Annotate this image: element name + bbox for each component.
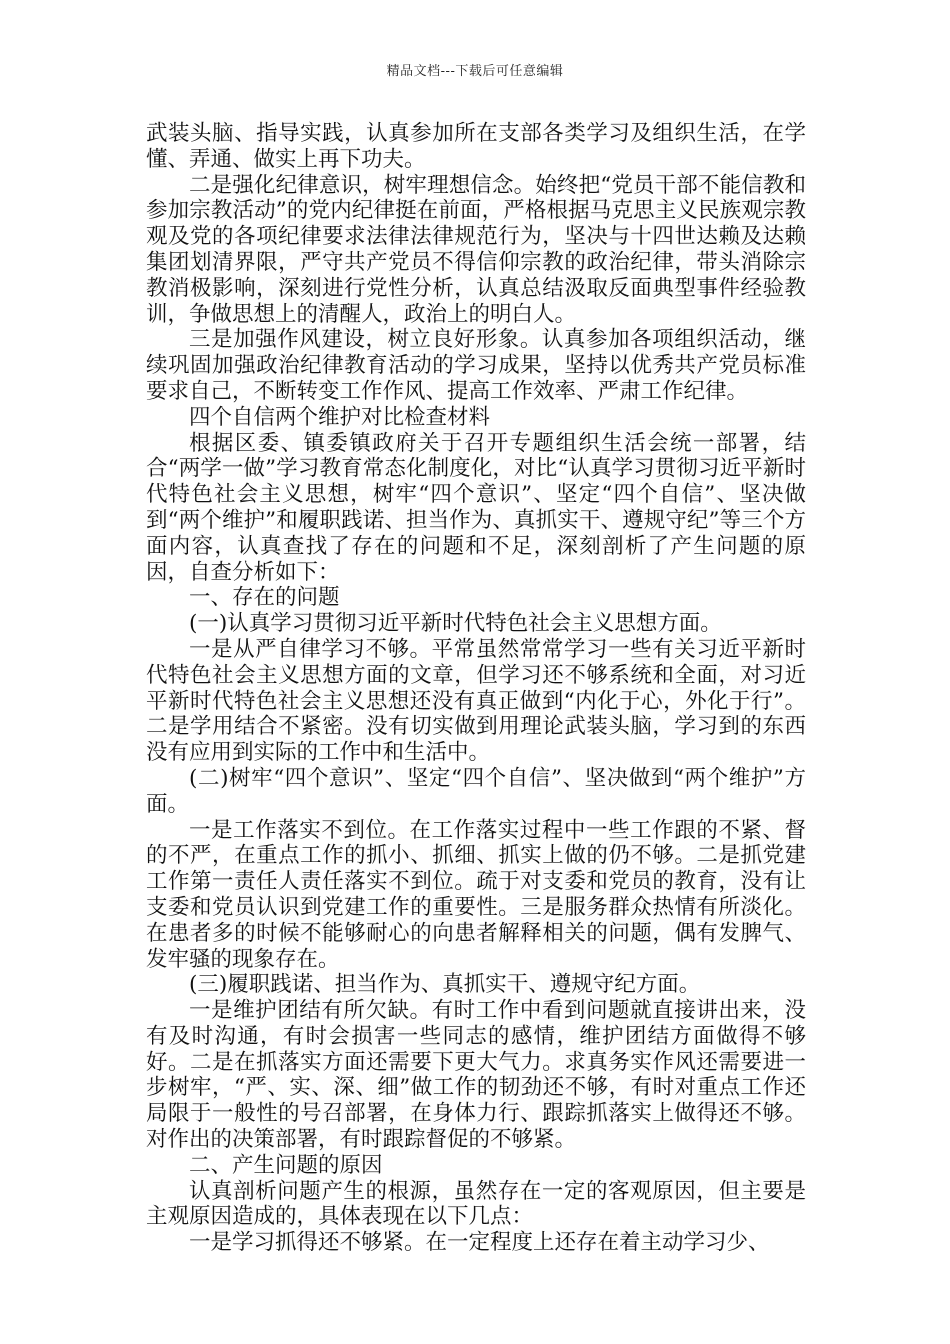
subsection-heading: (二)树牢“四个意识”、坚定“四个自信”、坚决做到“两个维护”方面。 [146, 765, 806, 817]
paragraph: 一是维护团结有所欠缺。有时工作中看到问题就直接讲出来，没有及时沟通，有时会损害一些同志的感情，维护团结方面做得不够好。二是在抓落实方面还需要下更大气力。求真务实作风还需要进一步树牢，“严、实、深、细”做工作的韧劲还不够，有时对重点工作还局限于一般性的号召部署，在身体力行、跟踪抓落实上做得还不够。对作出的决策部署，有时跟踪督促的不够紧。 [146, 998, 806, 1153]
paragraph: 三是加强作风建设，树立良好形象。认真参加各项组织活动，继续巩固加强政治纪律教育活动的学习成果，坚持以优秀共产党员标准要求自己，不断转变工作作风、提高工作效率、严肃工作纪律。 [146, 327, 806, 404]
paragraph: 武装头脑、指导实践，认真参加所在支部各类学习及组织生活，在学懂、弄通、做实上再下功夫。 [146, 121, 806, 172]
subsection-heading: (一)认真学习贯彻习近平新时代特色社会主义思想方面。 [189, 611, 722, 637]
paragraph: 根据区委、镇委镇政府关于召开专题组织生活会统一部署，结合“两学一做”学习教育常态化制度化，对比“认真学习贯彻习近平新时代特色社会主义思想，树牢“四个意识”、坚定“四个自信”、坚决做到“两个维护”和履职践诺、担当作为、真抓实干、遵规守纪”等三个方面内容，认真查找了存在的问题和不足，深刻剖析了产生问题的原因，自查分析如下： [146, 430, 806, 585]
paragraph: 二是强化纪律意识，树牢理想信念。始终把“党员干部不能信教和参加宗教活动”的党内纪律挺在前面，严格根据马克思主义民族观宗教观及党的各项纪律要求法律法律规范行为，坚决与十四世达赖及达赖集团划清界限，严守共产党员不得信仰宗教的政治纪律，带头消除宗教消极影响，深刻进行党性分析，认真总结汲取反面典型事件经验教训，争做思想上的清醒人，政治上的明白人。 [146, 172, 806, 327]
paragraph: 一是学习抓得还不够紧。在一定程度上还存在着主动学习少、 [189, 1230, 770, 1256]
paragraph: 一是从严自律学习不够。平常虽然常常学习一些有关习近平新时代特色社会主义思想方面的文章，但学习还不够系统和全面，对习近平新时代特色社会主义思想还没有真正做到“内化于心，外化于行”。二是学用结合不紧密。没有切实做到用理论武装头脑，学习到的东西没有应用到实际的工作中和生活中。 [146, 636, 806, 766]
paragraph: 一是工作落实不到位。在工作落实过程中一些工作跟的不紧、督的不严，在重点工作的抓小、抓细、抓实上做的仍不够。二是抓党建工作第一责任人责任落实不到位。疏于对支委和党员的教育，没有让支委和党员认识到党建工作的重要性。三是服务群众热情有所淡化。在患者多的时候不能够耐心的向患者解释相关的问题，偶有发脾气、发牢骚的现象存在。 [146, 817, 806, 972]
section-title: 四个自信两个维护对比检查材料 [189, 404, 491, 430]
document-body [146, 121, 806, 1256]
page-header: 精品文档---下载后可任意编辑 [386, 64, 564, 79]
paragraph: 认真剖析问题产生的根源，虽然存在一定的客观原因，但主要是主观原因造成的，具体表现在以下几点： [146, 1178, 806, 1230]
section-heading: 二、产生问题的原因 [189, 1152, 383, 1178]
subsection-heading: (三)履职践诺、担当作为、真抓实干、遵规守纪方面。 [189, 972, 701, 998]
section-heading: 一、存在的问题 [189, 585, 340, 611]
